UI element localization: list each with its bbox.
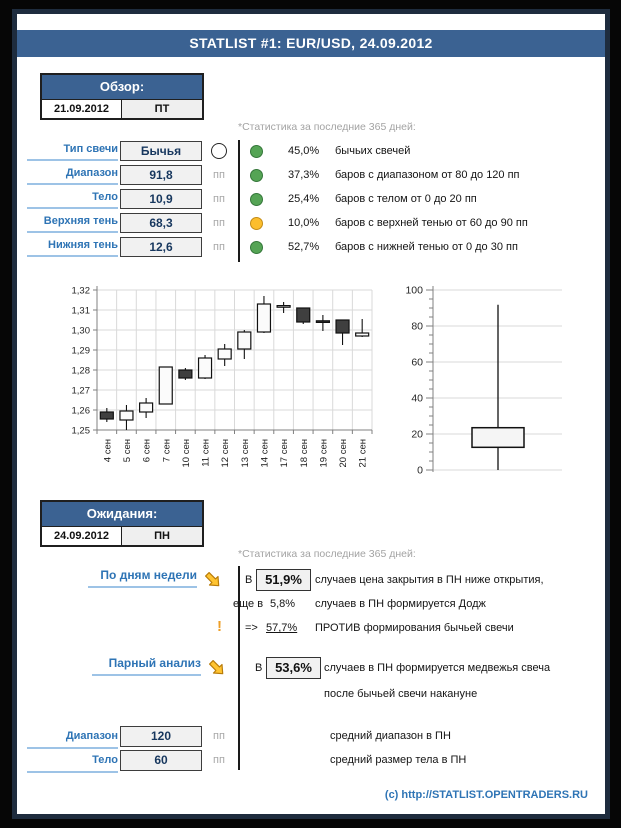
- unit-label: пп: [213, 241, 225, 253]
- stat-pct: 10,0%: [288, 217, 320, 229]
- day-line2-pct: 5,8%: [270, 598, 296, 610]
- stat-line: [288, 141, 410, 161]
- body-value: 10,9: [120, 189, 202, 209]
- status-dot-green: [250, 241, 263, 254]
- candle-anatomy-boxplot: [396, 282, 570, 478]
- overview-table-title: Обзор:: [42, 75, 202, 100]
- day-line1-text: случаев цена закрытия в ПН ниже открытия,: [315, 574, 544, 586]
- avg-body-value: 60: [120, 750, 202, 771]
- expectations-weekday: ПН: [122, 527, 202, 545]
- overview-weekday: ПТ: [122, 100, 202, 118]
- stat-desc: баров с диапазоном от 80 до 120 пп: [335, 169, 520, 181]
- stat-line: [288, 189, 477, 209]
- stat-desc: баров с верхней тенью от 60 до 90 пп: [335, 217, 528, 229]
- svg-text:1,26: 1,26: [71, 405, 90, 417]
- avg-range-value: 120: [120, 726, 202, 747]
- svg-text:12 сен: 12 сен: [220, 439, 232, 468]
- svg-text:19 сен: 19 сен: [318, 439, 330, 468]
- svg-text:13 сен: 13 сен: [239, 439, 251, 468]
- lower-shadow-value: 12,6: [120, 237, 202, 257]
- down-right-arrow-icon: [207, 658, 227, 678]
- svg-text:1,32: 1,32: [71, 285, 90, 297]
- svg-text:6 сен: 6 сен: [141, 439, 153, 463]
- stat-desc: баров с телом от 0 до 20 пп: [335, 193, 477, 205]
- avg-range-desc: средний диапазон в ПН: [330, 730, 451, 742]
- stat-pct: 37,3%: [288, 169, 320, 181]
- svg-text:80: 80: [411, 320, 423, 333]
- report-page: [12, 9, 610, 819]
- unit-label: пп: [213, 193, 225, 205]
- status-dot-green: [250, 169, 263, 182]
- expectations-table-title: Ожидания:: [42, 502, 202, 527]
- svg-text:5 сен: 5 сен: [121, 439, 133, 463]
- overview-date: 21.09.2012: [42, 100, 122, 118]
- candle-type-circle-icon: [211, 143, 227, 159]
- candle-type-value: Бычья: [120, 141, 202, 161]
- status-dot-yellow: [250, 217, 263, 230]
- svg-text:21 сен: 21 сен: [357, 439, 369, 468]
- stat-line: [288, 165, 520, 185]
- expectations-date: 24.09.2012: [42, 527, 122, 545]
- unit-label: пп: [213, 217, 225, 229]
- down-right-arrow-icon: [203, 570, 223, 590]
- day-line2-text: случаев в ПН формируется Додж: [315, 598, 486, 610]
- stats-note-bottom: *Статистика за последние 365 дней:: [238, 548, 416, 560]
- svg-text:7 сен: 7 сен: [161, 439, 173, 463]
- stats-note-top: *Статистика за последние 365 дней:: [238, 121, 416, 133]
- svg-text:1,25: 1,25: [71, 425, 90, 437]
- copyright-link[interactable]: (c) http://STATLIST.OPENTRADERS.RU: [384, 789, 588, 801]
- pair-line2-text: после бычьей свечи накануне: [324, 688, 478, 700]
- svg-text:17 сен: 17 сен: [279, 439, 291, 468]
- svg-text:11 сен: 11 сен: [200, 439, 212, 467]
- unit-label: пп: [213, 730, 225, 742]
- overview-row-label: Тип свечи: [27, 139, 118, 161]
- svg-text:1,28: 1,28: [71, 365, 90, 377]
- day-line1-pct-box: 51,9%: [256, 569, 311, 591]
- svg-text:20: 20: [411, 428, 423, 441]
- upper-shadow-value: 68,3: [120, 213, 202, 233]
- svg-text:4 сен: 4 сен: [102, 439, 114, 463]
- pair-line1-pct-box: 53,6%: [266, 657, 321, 679]
- unit-label: пп: [213, 169, 225, 181]
- stat-pct: 25,4%: [288, 193, 320, 205]
- page-title: STATLIST #1: EUR/USD, 24.09.2012: [17, 30, 605, 57]
- svg-text:40: 40: [411, 392, 423, 405]
- avg-range-label: Диапазон: [27, 726, 118, 749]
- avg-body-desc: средний размер тела в ПН: [330, 754, 467, 766]
- pair-line1-prefix: В: [255, 662, 263, 674]
- day-line2-prefix: еще в: [233, 598, 264, 610]
- exclamation-icon: !: [217, 618, 222, 635]
- divider: [238, 140, 240, 262]
- range-value: 91,8: [120, 165, 202, 185]
- candlestick-chart: [60, 282, 392, 482]
- day-line3-arrow: =>: [245, 622, 258, 634]
- day-analysis-label[interactable]: По дням недели: [88, 566, 197, 588]
- stat-line: [288, 213, 528, 233]
- svg-text:100: 100: [405, 284, 423, 297]
- stat-pct: 52,7%: [288, 241, 320, 253]
- pair-analysis-label[interactable]: Парный анализ: [92, 654, 201, 676]
- overview-row-label: Тело: [27, 187, 118, 209]
- day-line1-prefix: В: [245, 574, 253, 586]
- day-line3-pct: 57,7%: [266, 622, 298, 634]
- svg-text:20 сен: 20 сен: [338, 439, 350, 468]
- overview-row-label: Нижняя тень: [27, 235, 118, 257]
- overview-row-label: Диапазон: [27, 163, 118, 185]
- stat-desc: бычьих свечей: [335, 145, 411, 157]
- avg-body-label: Тело: [27, 750, 118, 773]
- stat-line: [288, 237, 518, 257]
- svg-text:0: 0: [417, 464, 423, 477]
- svg-text:1,27: 1,27: [71, 385, 90, 397]
- stat-desc: баров с нижней тенью от 0 до 30 пп: [335, 241, 518, 253]
- pair-line1-text: случаев в ПН формируется медвежья свеча: [324, 662, 551, 674]
- expectations-table: [40, 500, 204, 547]
- status-dot-green: [250, 145, 263, 158]
- day-line3-text: ПРОТИВ формирования бычьей свечи: [315, 622, 514, 634]
- svg-text:1,30: 1,30: [71, 325, 90, 337]
- overview-table: [40, 73, 204, 120]
- stat-pct: 45,0%: [288, 145, 320, 157]
- unit-label: пп: [213, 754, 225, 766]
- overview-row-label: Верхняя тень: [27, 211, 118, 233]
- svg-text:14 сен: 14 сен: [259, 439, 271, 468]
- svg-text:1,29: 1,29: [71, 345, 90, 357]
- status-dot-green: [250, 193, 263, 206]
- svg-text:1,31: 1,31: [71, 305, 90, 317]
- svg-text:18 сен: 18 сен: [298, 439, 310, 468]
- svg-text:10 сен: 10 сен: [180, 439, 192, 468]
- svg-text:60: 60: [411, 356, 423, 369]
